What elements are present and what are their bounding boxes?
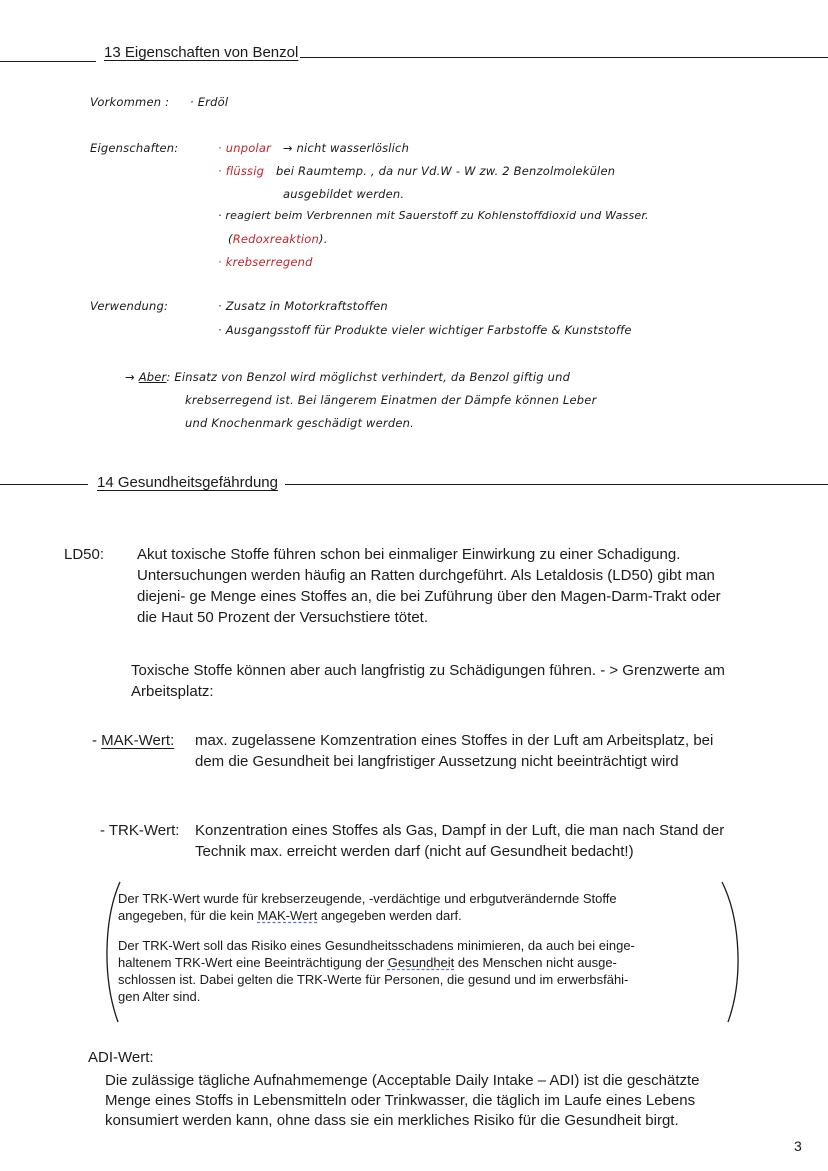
section-14-rule-right <box>285 484 828 485</box>
trk-line: Technik max. erreicht werden darf (nicht auf Gesundheit bedacht!) <box>195 843 634 860</box>
gesundheit-link: Gesundheit <box>387 955 455 970</box>
vorkommen-value: · Erdöl <box>190 95 229 109</box>
fluessig-rest: bei Raumtemp. , da nur Vd.W - W zw. 2 Benzolmolekülen <box>275 164 616 178</box>
ld50-label: LD50: <box>64 546 105 563</box>
verwendung-item-2: · Ausgangsstoff für Produkte vieler wichtiger Farbstoffe & Kunststoffe <box>218 323 632 337</box>
eigenschaft-unpolar <box>218 141 409 155</box>
eigenschaft-krebserregend: · krebserregend <box>218 255 313 269</box>
unpolar-text: · unpolar <box>218 141 271 155</box>
mak-text <box>195 730 713 772</box>
eigenschaft-reaktion: · reagiert beim Verbrennen mit Sauerstoff zu Kohlenstoffdioxid und Wasser. <box>218 209 649 222</box>
toxic-line: Toxische Stoffe können aber auch langfristig zu Schädigungen führen. - > Grenzwerte am <box>131 662 725 679</box>
aber-line-3: und Knochenmark geschädigt werden. <box>185 416 414 430</box>
trk-text <box>195 820 724 862</box>
mak-label-text: MAK-Wert: <box>101 732 175 749</box>
redox-paren-close: ). <box>319 232 328 246</box>
vorkommen-label: Vorkommen : <box>90 95 170 109</box>
trk-label: - TRK-Wert: <box>100 822 180 839</box>
trk-note-line: schlossen ist. Dabei gelten die TRK-Werte für Personen, die gesund und im erwerbsfähi- <box>118 972 629 987</box>
trk-note-text: angegeben werden darf. <box>317 908 462 923</box>
verwendung-label: Verwendung: <box>90 299 169 313</box>
ld50-line: die Haut 50 Prozent der Versuchstiere tötet. <box>137 609 428 626</box>
arrow-icon: → <box>125 370 135 384</box>
trk-note-line: gen Alter sind. <box>118 989 201 1004</box>
mak-line: dem die Gesundheit bei langfristiger Aussetzung nicht beeinträchtigt wird <box>195 753 679 770</box>
adi-text <box>105 1071 700 1131</box>
trk-note-line: Der TRK-Wert wurde für krebserzeugende, -verdächtige und erbgutverändernde Stoffe <box>118 891 617 906</box>
section-13-title: 13 Eigenschaften von Benzol <box>104 44 299 61</box>
verwendung-item-1: · Zusatz in Motorkraftstoffen <box>218 299 388 313</box>
section-13-rule-left <box>0 61 96 62</box>
adi-label: ADI-Wert: <box>88 1049 154 1066</box>
trk-note-line <box>118 907 617 924</box>
section-14-rule-left <box>0 484 88 485</box>
redox-paren-open: ( <box>228 232 233 246</box>
fluessig-text: · flüssig <box>218 164 265 178</box>
adi-line: Menge eines Stoffs in Lebensmitteln oder Trinkwasser, die täglich im Laufe eines Lebens <box>105 1092 696 1109</box>
adi-line: konsumiert werden kann, ohne dass sie ein merkliches Risiko für die Gesundheit birgt. <box>105 1112 679 1129</box>
trk-note-text: haltenem TRK-Wert eine Beeinträchtigung der <box>118 955 388 970</box>
trk-line: Konzentration eines Stoffes als Gas, Dampf in der Luft, die man nach Stand der <box>195 822 725 839</box>
ld50-line: Untersuchungen werden häufig an Ratten durchgeführt. Als Letaldosis (LD50) gibt man <box>137 567 715 584</box>
aber-line-2: krebserregend ist. Bei längerem Einatmen der Dämpfe können Leber <box>185 393 597 407</box>
trk-note-text: des Menschen nicht ausge- <box>454 955 617 970</box>
eigenschaft-redox <box>228 232 328 246</box>
unpolar-rest: → nicht wasserlöslich <box>282 141 410 155</box>
trk-note-line: Der TRK-Wert soll das Risiko eines Gesundheitsschadens minimieren, da auch bei einge- <box>118 938 635 953</box>
aber-text-1: : Einsatz von Benzol wird möglichst verhindert, da Benzol giftig und <box>166 370 571 384</box>
aber-line-1 <box>125 370 570 384</box>
trk-note-text: angegeben, für die kein <box>118 908 258 923</box>
trk-note-line <box>118 954 635 971</box>
mak-line: max. zugelassene Komzentration eines Stoffes in der Luft am Arbeitsplatz, bei <box>195 732 714 749</box>
ld50-line: diejeni- ge Menge eines Stoffes an, die bei Zuführung über den Magen-Darm-Trakt oder <box>137 588 721 605</box>
adi-line: Die zulässige tägliche Aufnahmemenge (Acceptable Daily Intake – ADI) ist die geschätzte <box>105 1072 700 1089</box>
eigenschaften-label: Eigenschaften: <box>90 141 179 155</box>
toxic-text <box>131 660 725 702</box>
bracket-right <box>718 878 748 1026</box>
mak-dash: - <box>92 732 102 749</box>
ld50-line: Akut toxische Stoffe führen schon bei einmaliger Einwirkung zu einer Schadigung. <box>137 546 681 563</box>
redox-text: Redoxreaktion <box>232 232 320 246</box>
mak-label <box>92 730 174 751</box>
trk-note-paragraph-1 <box>118 890 617 924</box>
page-number: 3 <box>794 1138 802 1154</box>
eigenschaft-fluessig <box>218 164 615 178</box>
ld50-text <box>137 544 721 628</box>
aber-label: Aber <box>138 370 167 384</box>
trk-note-paragraph-2 <box>118 937 635 1005</box>
section-14-title: 14 Gesundheitsgefährdung <box>97 474 278 491</box>
eigenschaft-fluessig-cont: ausgebildet werden. <box>283 187 405 201</box>
mak-wert-link: MAK-Wert <box>257 908 318 923</box>
section-13-rule-right <box>300 57 828 58</box>
toxic-line: Arbeitsplatz: <box>131 683 214 700</box>
